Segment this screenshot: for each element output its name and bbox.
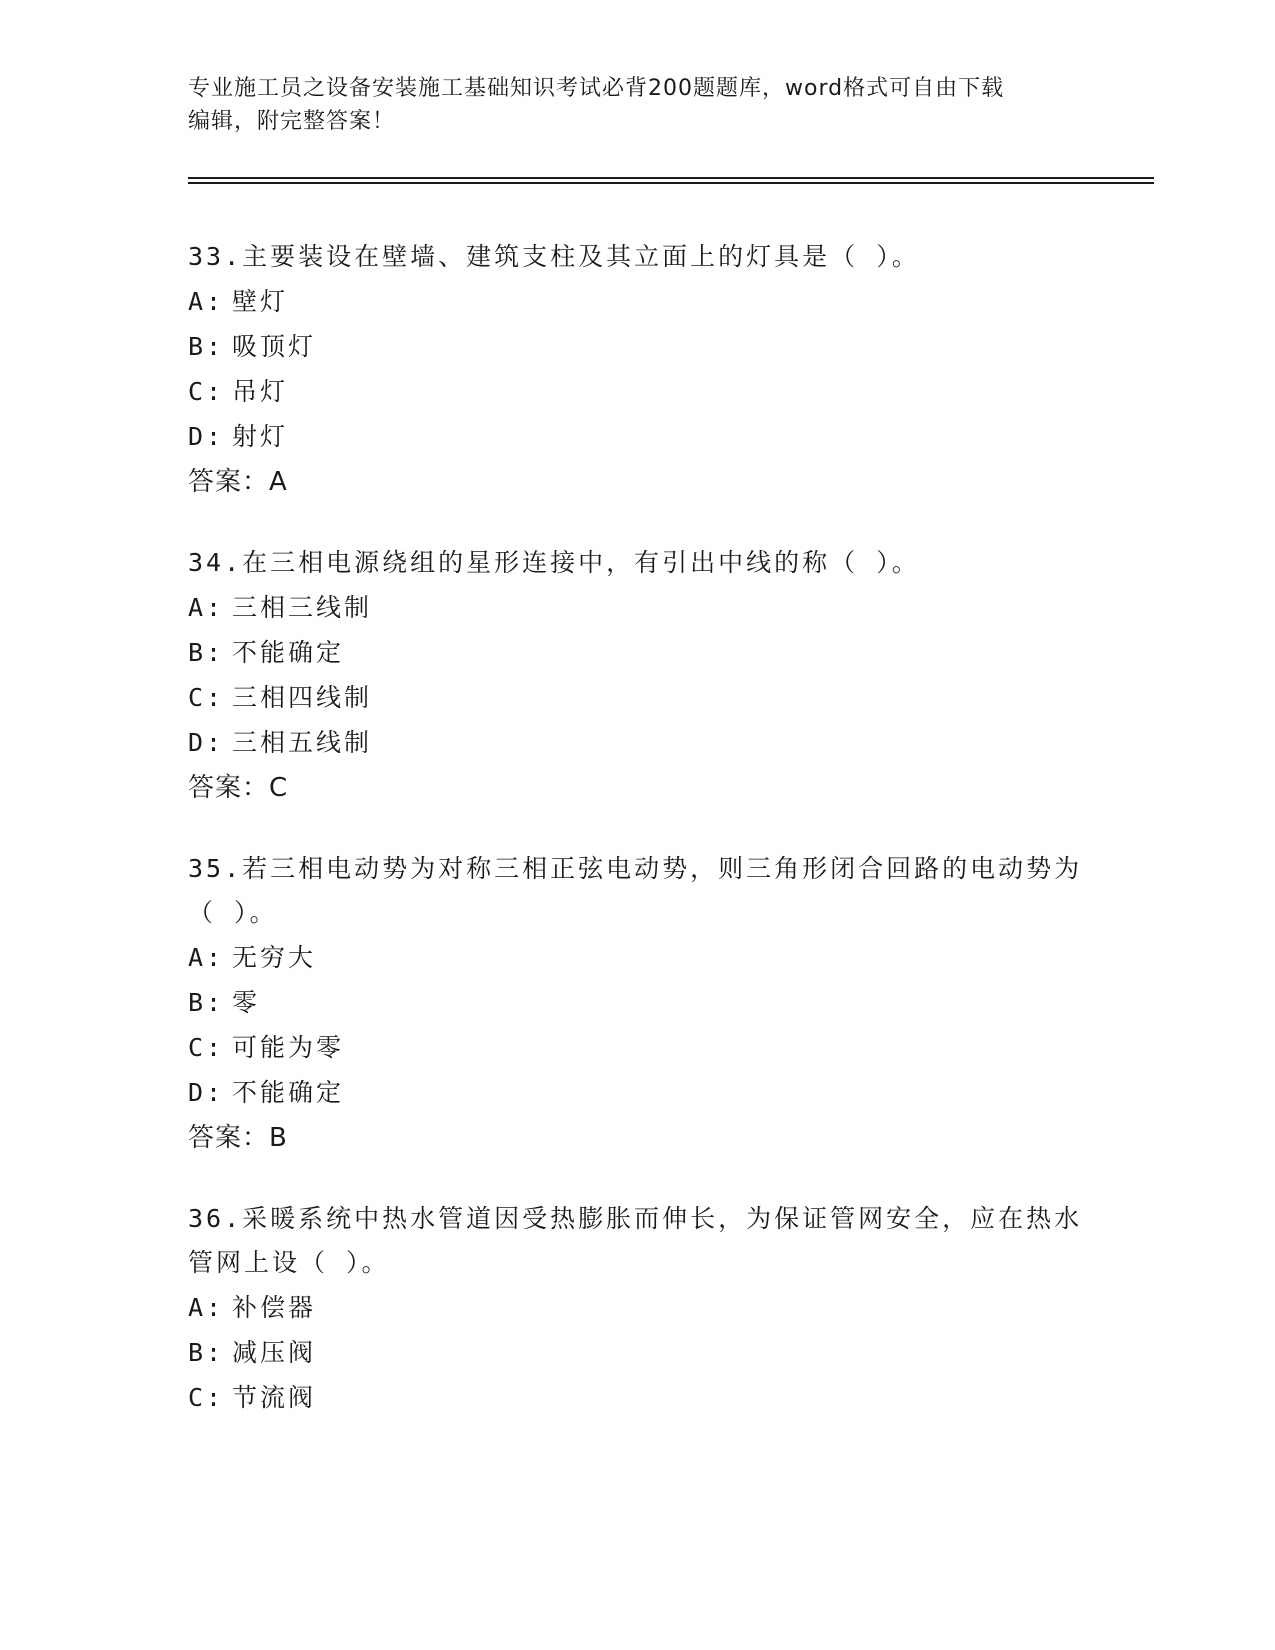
question-list bbox=[188, 235, 1088, 1456]
option-a bbox=[188, 935, 1088, 980]
option-d bbox=[188, 414, 1088, 459]
option-d bbox=[188, 1070, 1088, 1115]
option-text: 吸顶灯 bbox=[232, 332, 317, 361]
question-34 bbox=[188, 541, 1088, 811]
option-key: B: bbox=[188, 332, 225, 361]
option-text: 不能确定 bbox=[232, 638, 345, 667]
option-text: 节流阀 bbox=[232, 1383, 317, 1412]
option-text: 射灯 bbox=[232, 422, 289, 451]
option-key: A: bbox=[188, 943, 225, 972]
header-line-1: 专业施工员之设备安装施工基础知识考试必背200题题库，word格式可自由下载 bbox=[188, 76, 1005, 101]
option-c bbox=[188, 1025, 1088, 1070]
question-36 bbox=[188, 1197, 1088, 1420]
option-d bbox=[188, 720, 1088, 765]
header-divider-bottom bbox=[188, 182, 1154, 184]
option-text: 三相三线制 bbox=[232, 593, 373, 622]
option-c bbox=[188, 675, 1088, 720]
question-text: 33.主要装设在壁墙、建筑支柱及其立面上的灯具是（ ）。 bbox=[188, 242, 920, 271]
option-text: 零 bbox=[232, 988, 261, 1017]
option-text: 无穷大 bbox=[232, 943, 317, 972]
option-key: D: bbox=[188, 1078, 225, 1107]
option-key: A: bbox=[188, 593, 225, 622]
option-key: A: bbox=[188, 1293, 225, 1322]
option-b bbox=[188, 324, 1088, 369]
option-text: 吊灯 bbox=[232, 377, 289, 406]
document-header bbox=[188, 72, 1088, 138]
option-a bbox=[188, 1285, 1088, 1330]
answer-line: 答案：C bbox=[188, 773, 289, 803]
option-text: 三相四线制 bbox=[232, 683, 373, 712]
option-b bbox=[188, 1330, 1088, 1375]
option-text: 补偿器 bbox=[232, 1293, 317, 1322]
answer-line: 答案：A bbox=[188, 467, 288, 497]
option-key: C: bbox=[188, 1383, 225, 1412]
option-a bbox=[188, 279, 1088, 324]
option-key: D: bbox=[188, 728, 225, 757]
question-text: 35.若三相电动势为对称三相正弦电动势，则三角形闭合回路的电动势为（ ）。 bbox=[188, 854, 1083, 927]
option-text: 可能为零 bbox=[232, 1033, 345, 1062]
question-33 bbox=[188, 235, 1088, 505]
option-text: 不能确定 bbox=[232, 1078, 345, 1107]
option-b bbox=[188, 630, 1088, 675]
option-key: B: bbox=[188, 638, 225, 667]
option-c bbox=[188, 1375, 1088, 1420]
option-b bbox=[188, 980, 1088, 1025]
option-key: A: bbox=[188, 287, 225, 316]
option-text: 三相五线制 bbox=[232, 728, 373, 757]
option-key: D: bbox=[188, 422, 225, 451]
question-35 bbox=[188, 847, 1088, 1161]
option-key: C: bbox=[188, 377, 225, 406]
option-key: B: bbox=[188, 988, 225, 1017]
answer-line: 答案：B bbox=[188, 1123, 288, 1153]
option-text: 减压阀 bbox=[232, 1338, 317, 1367]
option-key: C: bbox=[188, 683, 225, 712]
header-line-2: 编辑，附完整答案！ bbox=[188, 109, 396, 134]
option-text: 壁灯 bbox=[232, 287, 289, 316]
question-text: 34.在三相电源绕组的星形连接中，有引出中线的称（ ）。 bbox=[188, 548, 920, 577]
question-text: 36.采暖系统中热水管道因受热膨胀而伸长，为保证管网安全，应在热水管网上设（ ）。 bbox=[188, 1204, 1083, 1277]
option-c bbox=[188, 369, 1088, 414]
option-key: C: bbox=[188, 1033, 225, 1062]
option-key: B: bbox=[188, 1338, 225, 1367]
header-divider-top bbox=[188, 177, 1154, 179]
option-a bbox=[188, 585, 1088, 630]
